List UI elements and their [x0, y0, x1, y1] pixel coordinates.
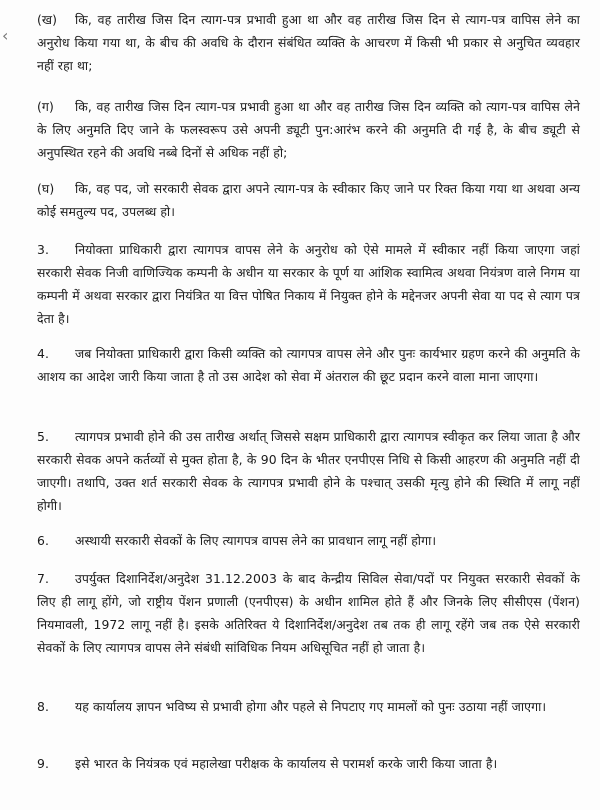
paragraph-6: [37, 529, 580, 552]
paragraph-text: यह कार्यालय ज्ञापन भविष्य से प्रभावी होगा और पहले से निपटाए गए मामलों को पुनः उठाया नहीं जाएगा।: [75, 699, 547, 714]
paragraph-number: 4.: [37, 346, 50, 361]
paragraph-text: उपर्युक्त दिशानिर्देश/अनुदेश 31.12.2003 के बाद केन्द्रीय सिविल सेवा/पदों पर नियुक्त सरकारी सेवकों के लिए ही लागू होंगे, जो राष्ट्रीय पेंशन प्रणाली (एनपीएस) के अधीन शामिल होते हैं और जिनके लिए सीसीएस (पेंशन) नियमावली, 1972 लागू नहीं है। इसके अतिरिक्त ये दिशानिर्देश/अनुदेश तब तक ही लागू रहेंगे जब तक ऐसे सरकारी सेवकों के लिए त्यागपत्र वापस लेने संबंधी सांविधिक नियम अधिसूचित नहीं हो जाता है।: [37, 571, 580, 655]
margin-mark: ‹: [2, 26, 9, 45]
paragraph-text: इसे भारत के नियंत्रक एवं महालेखा परीक्षक के कार्यालय से परामर्श करके जारी किया जाता है।: [75, 756, 498, 771]
paragraph-5: [37, 425, 580, 517]
paragraph-text: त्यागपत्र प्रभावी होने की उस तारीख अर्थात् जिससे सक्षम प्राधिकारी द्वारा त्यागपत्र स्वीकृत कर लिया जाता है और सरकारी सेवक अपने कर्तव्यों से मुक्त होता है, के 90 दिन के भीतर एनपीएस निधि से किसी आहरण की अनुमति नहीं दी जाएगी। तथापि, उक्त शर्त सरकारी सेवक के त्यागपत्र प्रभावी होने के पश्चात् उसकी मृत्यु होने की स्थिति में लागू नहीं होगी।: [37, 429, 580, 513]
paragraph-number: 5.: [37, 429, 50, 444]
paragraph-text: कि, वह पद, जो सरकारी सेवक द्वारा अपने त्याग-पत्र के स्वीकार किए जाने पर रिक्त किया गया था अथवा अन्य कोई समतुल्य पद, उपलब्ध हो।: [37, 181, 580, 219]
paragraph-number: (ग): [37, 99, 54, 114]
paragraph-8: [37, 695, 580, 718]
paragraph-number: 7.: [37, 571, 50, 586]
paragraph-number: 9.: [37, 756, 50, 771]
paragraph-number: 6.: [37, 533, 50, 548]
paragraph-number: (ख): [37, 12, 58, 27]
paragraph-ga: [37, 95, 580, 164]
paragraph-text: कि, वह तारीख जिस दिन त्याग-पत्र प्रभावी हुआ था और वह तारीख जिस दिन से त्याग-पत्र वापिस लेने का अनुरोध किया गया था, के बीच की अवधि के दौरान संबंधित व्यक्ति के आचरण में किसी भी प्रकार से अनुचित व्यवहार नहीं रहा था;: [37, 12, 580, 73]
paragraph-text: कि, वह तारीख जिस दिन त्याग-पत्र प्रभावी हुआ था और वह तारीख जिस दिन व्यक्ति को त्याग-पत्र वापिस लेने के लिए अनुमति दिए जाने के फलस्वरूप उसे अपनी ड्यूटी पुन:आरंभ करने की अनुमति दी गई है, के बीच ड्यूटी से अनुपस्थित रहने की अवधि नब्बे दिनों से अधिक नहीं हो;: [37, 99, 580, 160]
paragraph-text: जब नियोक्ता प्राधिकारी द्वारा किसी व्यक्ति को त्यागपत्र वापस लेने और पुनः कार्यभार ग्रहण करने की अनुमति के आशय का आदेश जारी किया जाता है तो उस आदेश को सेवा में अंतराल की छूट प्रदान करने वाला माना जाएगा।: [37, 346, 580, 384]
paragraph-kha: [37, 8, 580, 77]
paragraph-text: अस्थायी सरकारी सेवकों के लिए त्यागपत्र वापस लेने का प्रावधान लागू नहीं होगा।: [75, 533, 437, 548]
paragraph-gha: [37, 177, 580, 223]
paragraph-text: नियोक्ता प्राधिकारी द्वारा त्यागपत्र वापस लेने के अनुरोध को ऐसे मामले में स्वीकार नहीं किया जाएगा जहां सरकारी सेवक निजी वाणिज्यिक कम्पनी के अधीन या सरकार के पूर्ण या आंशिक स्वामित्व अथवा नियंत्रण वाले निगम या कम्पनी में अथवा सरकार द्वारा नियंत्रित या वित्त पोषित निकाय में नियुक्त होने के मद्देनजर अपनी सेवा या पद से त्याग पत्र देता है।: [37, 242, 580, 326]
paragraph-number: 3.: [37, 242, 50, 257]
paragraph-number: 8.: [37, 699, 50, 714]
paragraph-number: (घ): [37, 181, 55, 196]
paragraph-4: [37, 342, 580, 388]
paragraph-7: [37, 567, 580, 659]
paragraph-9: [37, 752, 580, 775]
paragraph-3: [37, 238, 580, 330]
